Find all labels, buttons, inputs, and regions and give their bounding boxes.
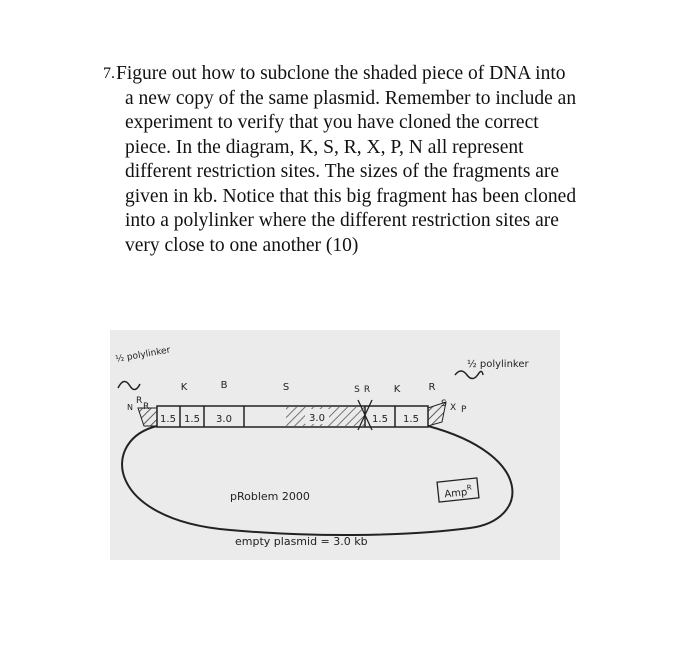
left-site: N [127, 403, 133, 412]
site-label: S [282, 382, 290, 393]
question-line: Figure out how to subclone the shaded piece of DNA into [116, 63, 566, 84]
plasmid-diagram [110, 330, 560, 560]
right-site: S [441, 399, 447, 409]
fragment-size: 1.5 [184, 414, 200, 425]
fragment-size: 3.0 [309, 413, 325, 424]
plasmid-drawing [110, 330, 560, 560]
fragment-size: 1.5 [403, 414, 419, 425]
question-line: different restriction sites. The sizes of the fragments are [125, 161, 560, 182]
empty-plasmid-label: empty plasmid = 3.0 kb [235, 535, 368, 548]
site-label: R [363, 385, 371, 395]
fragment-size: 3.0 [216, 414, 232, 425]
amp-resistance-label [444, 484, 473, 501]
question-line: very close to one another (10) [125, 234, 359, 256]
amp-label: Amp [443, 487, 468, 501]
left-polylinker-label: ½ polylinker [114, 345, 172, 365]
right-site: X [450, 403, 457, 413]
fragment-size: 1.5 [160, 414, 176, 425]
left-site: R [136, 396, 143, 406]
left-polylinker-squiggle [118, 381, 140, 389]
site-label: K [393, 384, 401, 395]
question-number: 7. [103, 65, 115, 82]
fragment-size: 1.5 [372, 414, 388, 425]
site-label: B [220, 380, 228, 391]
question-line: experiment to verify that you have cloned the correct [125, 112, 539, 133]
question-line: a new copy of the same plasmid. Remember to include an [125, 87, 577, 109]
question-line: given in kb. Notice that this big fragment has been cloned [125, 185, 577, 207]
right-polylinker-label: ½ polylinker [467, 359, 529, 370]
site-label: S [354, 385, 360, 395]
site-label: R [428, 382, 436, 393]
amp-superscript: R [466, 483, 473, 493]
right-site: P [461, 405, 467, 415]
question-line: into a polylinker where the different restriction sites are [125, 210, 559, 231]
question-text [103, 62, 623, 258]
site-label: K [180, 382, 188, 393]
right-polylinker-squiggle [455, 371, 483, 379]
left-site: R [143, 402, 150, 412]
plasmid-name: pRoblem 2000 [230, 490, 310, 503]
question-line: piece. In the diagram, K, S, R, X, P, N all represent [125, 136, 524, 158]
